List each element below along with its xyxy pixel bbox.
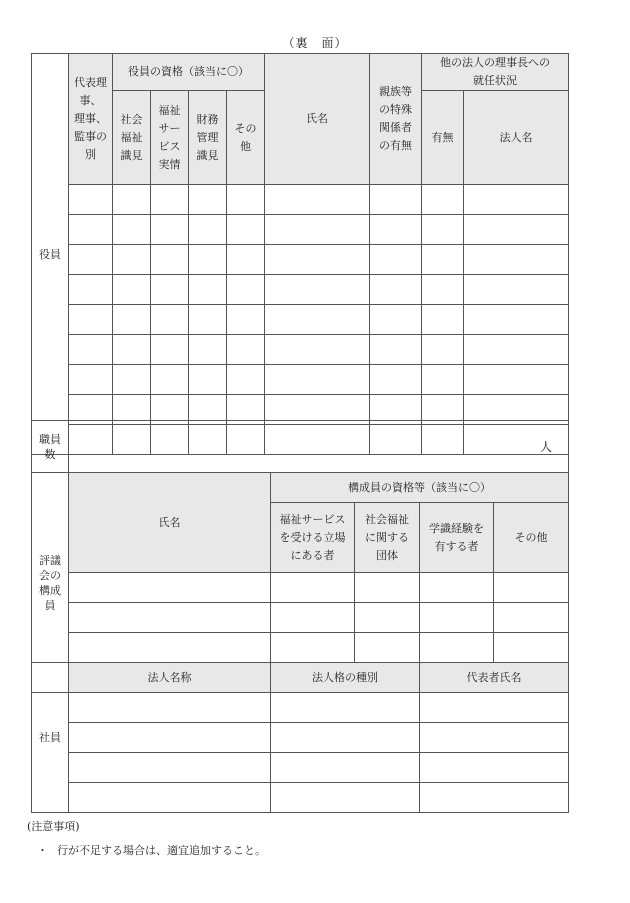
table-row <box>32 783 569 813</box>
table-cell[interactable] <box>189 245 227 275</box>
page-title: （裏 面） <box>282 36 348 50</box>
table-cell[interactable] <box>113 245 151 275</box>
table-row <box>32 185 569 215</box>
table-cell[interactable] <box>271 753 420 783</box>
table-cell[interactable] <box>189 335 227 365</box>
table-cell[interactable] <box>69 275 113 305</box>
rep-name-header: 代表者氏名 <box>420 663 569 693</box>
corp-name-header: 法人名 <box>464 91 569 185</box>
table-cell[interactable] <box>422 335 464 365</box>
table-cell[interactable] <box>69 185 113 215</box>
table-row <box>32 245 569 275</box>
table-cell[interactable] <box>494 633 569 663</box>
table-row <box>32 723 569 753</box>
table-cell[interactable] <box>113 305 151 335</box>
table-cell[interactable] <box>422 275 464 305</box>
table-cell[interactable] <box>271 633 355 663</box>
table-cell[interactable] <box>370 305 422 335</box>
table-cell[interactable] <box>151 305 189 335</box>
table-cell[interactable] <box>370 245 422 275</box>
table-cell[interactable] <box>69 633 271 663</box>
table-row <box>32 753 569 783</box>
council-qualification-header: 構成員の資格等（該当に〇） <box>271 473 569 503</box>
table-cell[interactable] <box>189 215 227 245</box>
officers-side-label: 役員 <box>32 54 69 455</box>
table-cell[interactable] <box>420 723 569 753</box>
table-row <box>32 603 569 633</box>
qual-expert-header: 学識経験を 有する者 <box>420 503 494 573</box>
table-cell[interactable] <box>420 633 494 663</box>
council-name-header: 氏名 <box>69 473 271 573</box>
table-cell[interactable] <box>420 783 569 813</box>
table-cell[interactable] <box>151 215 189 245</box>
table-cell[interactable] <box>151 185 189 215</box>
table-cell[interactable] <box>69 753 271 783</box>
notes-item <box>27 839 266 863</box>
table-cell[interactable] <box>227 275 265 305</box>
table-cell[interactable] <box>151 335 189 365</box>
members-side-label: 社員 <box>32 663 69 813</box>
table-row <box>32 633 569 663</box>
qual-org-header: 社会福祉 に関する 団体 <box>355 503 420 573</box>
table-cell[interactable] <box>420 603 494 633</box>
table-cell[interactable] <box>227 185 265 215</box>
table-cell[interactable] <box>189 305 227 335</box>
table-cell[interactable] <box>69 573 271 603</box>
notes-item-text: 行が不足する場合は、適宜追加すること。 <box>57 844 266 857</box>
table-cell[interactable] <box>422 215 464 245</box>
table-cell[interactable] <box>227 215 265 245</box>
table-cell[interactable] <box>113 185 151 215</box>
table-cell[interactable] <box>370 215 422 245</box>
table-cell[interactable] <box>370 335 422 365</box>
role-header: 代表理事、 理事、 監事の 別 <box>69 54 113 185</box>
table-row <box>32 365 569 395</box>
table-cell[interactable] <box>271 573 355 603</box>
qual-social-header: 社会 福祉 識見 <box>113 91 151 185</box>
table-cell[interactable] <box>464 275 569 305</box>
bullet-icon: ・ <box>37 844 48 857</box>
other-corp-header: 他の法人の理事長への 就任状況 <box>422 54 569 91</box>
officer-name-header: 氏名 <box>265 54 370 185</box>
table-cell[interactable] <box>355 633 420 663</box>
qual-other-header: その他 <box>494 503 569 573</box>
table-cell[interactable] <box>464 335 569 365</box>
table-cell[interactable] <box>370 185 422 215</box>
table-cell[interactable] <box>265 335 370 365</box>
table-cell[interactable] <box>227 335 265 365</box>
table-row <box>32 335 569 365</box>
table-cell[interactable] <box>464 215 569 245</box>
table-cell[interactable] <box>69 215 113 245</box>
table-cell[interactable] <box>494 603 569 633</box>
corp-type-header: 法人格の種別 <box>271 663 420 693</box>
table-cell[interactable] <box>265 305 370 335</box>
table-cell[interactable] <box>420 573 494 603</box>
table-cell[interactable] <box>151 245 189 275</box>
table-cell[interactable] <box>69 603 271 633</box>
table-row <box>32 573 569 603</box>
table-cell[interactable] <box>113 215 151 245</box>
table-cell[interactable] <box>464 365 569 395</box>
table-row <box>32 215 569 245</box>
table-cell[interactable] <box>422 305 464 335</box>
table-cell[interactable] <box>69 245 113 275</box>
members-table <box>31 662 569 813</box>
corp-name-header: 法人名称 <box>69 663 271 693</box>
officer-qualification-header: 役員の資格（該当に〇） <box>113 54 265 91</box>
table-cell[interactable] <box>271 723 420 753</box>
table-cell[interactable] <box>265 215 370 245</box>
table-cell[interactable] <box>422 245 464 275</box>
table-cell[interactable] <box>464 245 569 275</box>
qual-service-header: 福祉 サー ビス 実情 <box>151 91 189 185</box>
qual-other-header: その 他 <box>227 91 265 185</box>
table-cell[interactable] <box>420 753 569 783</box>
table-cell[interactable] <box>69 783 271 813</box>
table-cell[interactable] <box>422 365 464 395</box>
table-cell[interactable] <box>265 245 370 275</box>
table-row <box>32 305 569 335</box>
table-cell[interactable] <box>189 365 227 395</box>
table-cell[interactable] <box>265 185 370 215</box>
table-cell[interactable] <box>69 305 113 335</box>
table-cell[interactable] <box>189 185 227 215</box>
table-cell[interactable] <box>464 185 569 215</box>
table-cell[interactable] <box>271 693 420 723</box>
table-cell[interactable] <box>355 573 420 603</box>
table-cell[interactable] <box>227 245 265 275</box>
table-cell[interactable] <box>422 185 464 215</box>
staff-table <box>31 420 569 473</box>
table-cell[interactable] <box>420 693 569 723</box>
table-cell[interactable] <box>189 275 227 305</box>
staff-unit: 人 <box>539 439 552 454</box>
table-cell[interactable] <box>151 365 189 395</box>
table-cell[interactable] <box>271 783 420 813</box>
table-cell[interactable] <box>355 603 420 633</box>
qual-service-recipient-header: 福祉サービス を受ける立場 にある者 <box>271 503 355 573</box>
council-side-label: 評議会の構成員 <box>32 473 69 693</box>
officers-table <box>31 53 569 455</box>
table-cell[interactable] <box>464 305 569 335</box>
table-cell[interactable] <box>113 275 151 305</box>
table-cell[interactable] <box>265 365 370 395</box>
notes-section <box>27 815 266 863</box>
staff-count-field[interactable] <box>69 421 569 473</box>
table-cell[interactable] <box>113 335 151 365</box>
table-cell[interactable] <box>370 365 422 395</box>
presence-header: 有無 <box>422 91 464 185</box>
council-table <box>31 472 569 693</box>
table-cell[interactable] <box>271 603 355 633</box>
relative-status-header: 親族等 の特殊 関係者 の有無 <box>370 54 422 185</box>
table-cell[interactable] <box>69 335 113 365</box>
notes-heading: (注意事項) <box>27 820 80 833</box>
table-cell[interactable] <box>113 365 151 395</box>
table-cell[interactable] <box>69 365 113 395</box>
table-cell[interactable] <box>227 305 265 335</box>
qual-finance-header: 財務 管理 識見 <box>189 91 227 185</box>
table-cell[interactable] <box>227 365 265 395</box>
table-row <box>32 693 569 723</box>
table-cell[interactable] <box>265 275 370 305</box>
table-cell[interactable] <box>494 573 569 603</box>
table-cell[interactable] <box>69 693 271 723</box>
staff-side-label: 職員数 <box>32 421 69 473</box>
table-row <box>32 275 569 305</box>
table-cell[interactable] <box>370 275 422 305</box>
table-cell[interactable] <box>151 275 189 305</box>
table-cell[interactable] <box>69 723 271 753</box>
